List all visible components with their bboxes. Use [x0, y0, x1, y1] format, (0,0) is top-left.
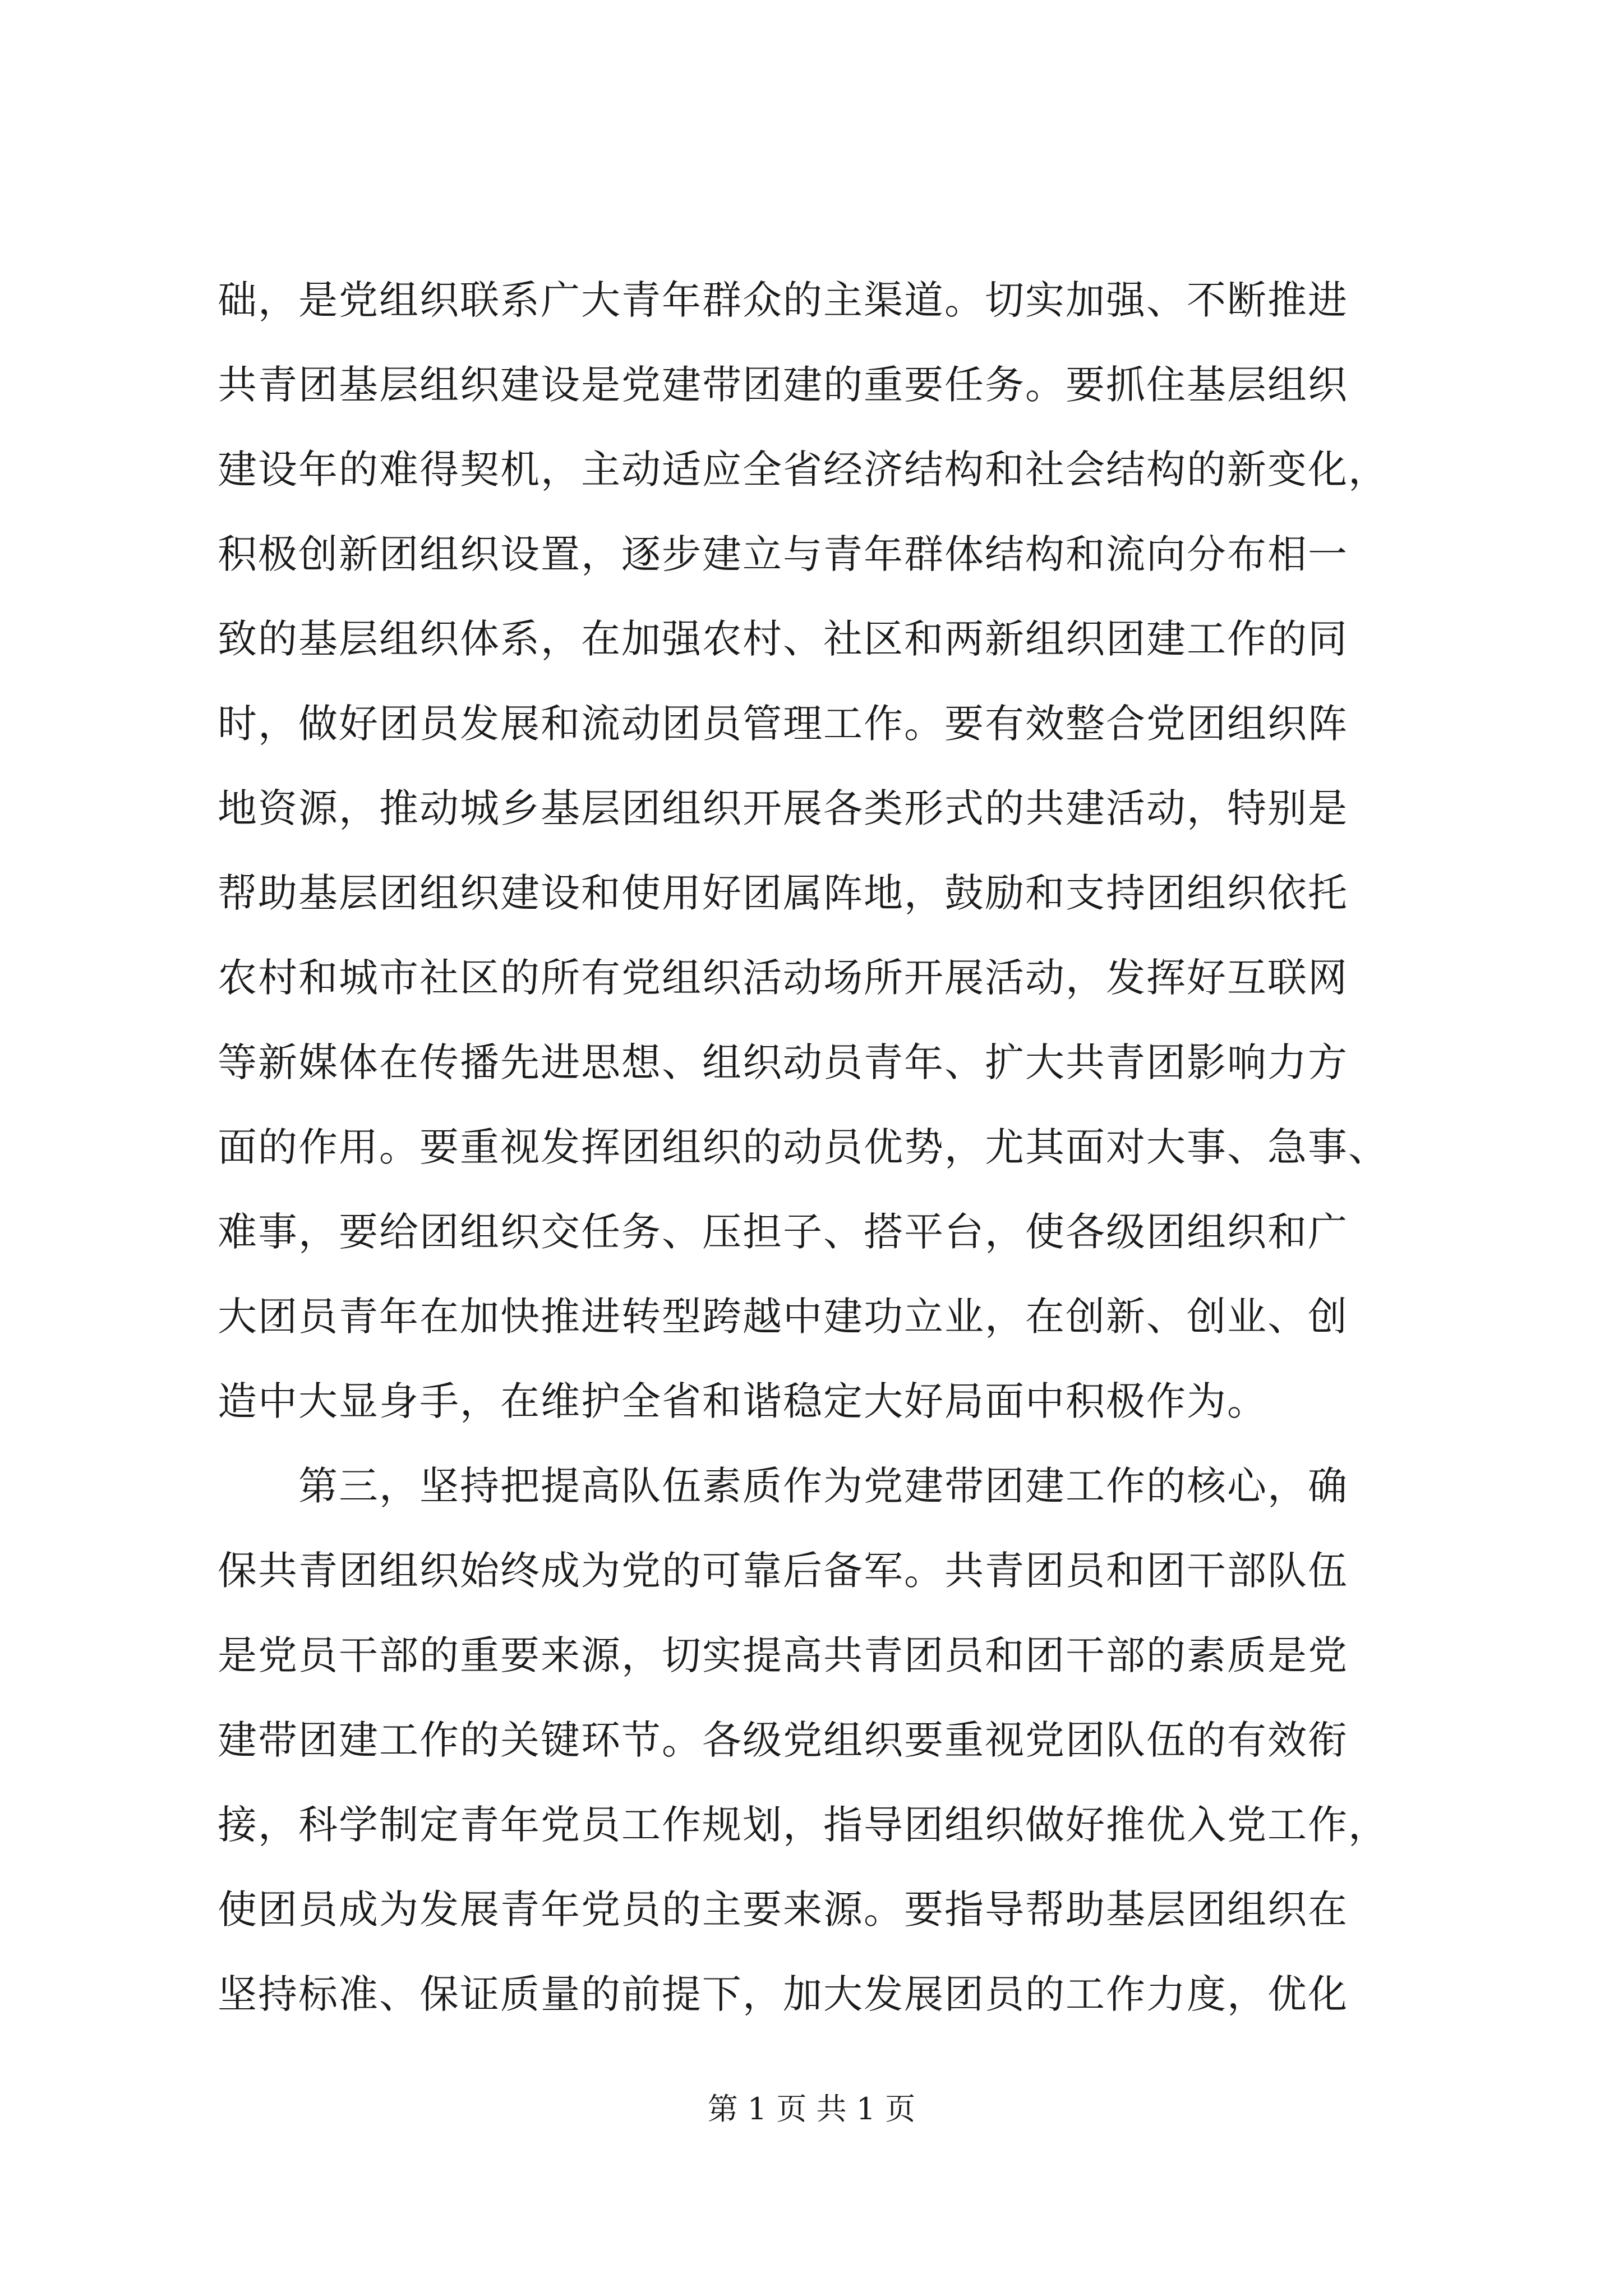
- text-line: 时，做好团员发展和流动团员管理工作。要有效整合党团组织阵: [218, 701, 1348, 747]
- text-line: 共青团基层组织建设是党建带团建的重要任务。要抓住基层组织: [218, 362, 1348, 408]
- text-line: 造中大显身手，在维护全省和谐稳定大好局面中积极作为。: [218, 1378, 1267, 1424]
- text-line: 建设年的难得契机，主动适应全省经济结构和社会结构的新变化，: [218, 447, 1389, 493]
- text-line: 难事，要给团组织交任务、压担子、搭平台，使各级团组织和广: [218, 1209, 1348, 1255]
- text-line: 农村和城市社区的所有党组织活动场所开展活动，发挥好互联网: [218, 955, 1348, 1001]
- body-text: [218, 258, 1451, 2037]
- text-line: 础，是党组织联系广大青年群众的主渠道。切实加强、不断推进: [218, 277, 1348, 323]
- text-line: 大团员青年在加快推进转型跨越中建功立业，在创新、创业、创: [218, 1294, 1348, 1340]
- text-line: 面的作用。要重视发挥团组织的动员优势，尤其面对大事、急事、: [218, 1124, 1389, 1170]
- text-line: 保共青团组织始终成为党的可靠后备军。共青团员和团干部队伍: [218, 1548, 1348, 1594]
- text-line: 坚持标准、保证质量的前提下，加大发展团员的工作力度，优化: [218, 1971, 1348, 2017]
- text-line: 积极创新团组织设置，逐步建立与青年群体结构和流向分布相一: [218, 531, 1348, 577]
- text-line: 帮助基层团组织建设和使用好团属阵地，鼓励和支持团组织依托: [218, 870, 1348, 916]
- paragraph-start-line: 第三，坚持把提高队伍素质作为党建带团建工作的核心，确: [218, 1463, 1348, 1509]
- text-line: 接，科学制定青年党员工作规划，指导团组织做好推优入党工作，: [218, 1802, 1389, 1848]
- text-line: 致的基层组织体系，在加强农村、社区和两新组织团建工作的同: [218, 616, 1348, 662]
- page-number-footer: 第 1 页 共 1 页: [707, 2091, 916, 2127]
- text-line: 等新媒体在传播先进思想、组织动员青年、扩大共青团影响力方: [218, 1039, 1348, 1085]
- text-line: 地资源，推动城乡基层团组织开展各类形式的共建活动，特别是: [218, 785, 1348, 831]
- text-line: 使团员成为发展青年党员的主要来源。要指导帮助基层团组织在: [218, 1887, 1348, 1932]
- text-line: 建带团建工作的关键环节。各级党组织要重视党团队伍的有效衔: [218, 1717, 1348, 1763]
- text-line: 是党员干部的重要来源，切实提高共青团员和团干部的素质是党: [218, 1632, 1348, 1678]
